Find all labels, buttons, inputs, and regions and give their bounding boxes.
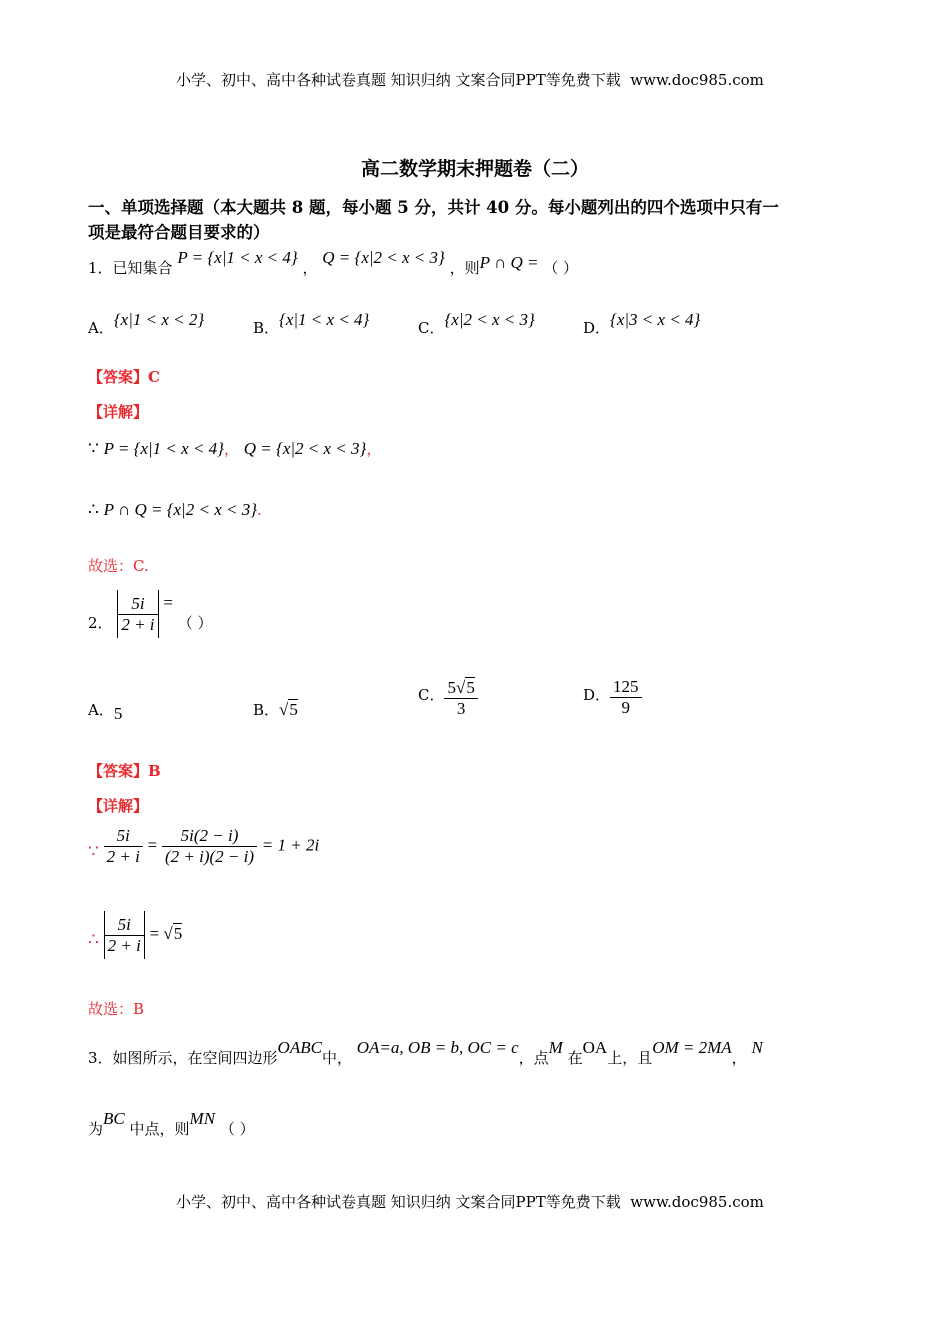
q3-zhong: 中，	[321, 1049, 352, 1067]
q3-cond: OM = 2MA	[652, 1038, 732, 1057]
q2-option-b[interactable]	[253, 699, 298, 720]
q2-detail-frac2: $\frac{5i(2 - i)}{(2 + i)(2 - i)}$	[162, 826, 257, 867]
q3-mn: MN	[189, 1109, 216, 1128]
q1-option-d[interactable]	[583, 310, 701, 338]
q1-detail-label: 【详解】	[88, 403, 149, 421]
q3-zai: 在	[567, 1049, 583, 1067]
q1-conclusion: 故选：C.	[88, 557, 149, 575]
q2-option-d[interactable]	[583, 677, 642, 718]
q2-detail-frac1: $\frac{5i}{2 + i}$	[104, 826, 143, 867]
q1-detail-line1	[88, 438, 381, 459]
q1-comma: ，	[302, 259, 318, 277]
page-header	[176, 69, 764, 90]
q2-detail-eq1: =	[147, 835, 158, 855]
q1-detail-result: P ∩ Q = {x|2 < x < 3}	[103, 500, 258, 519]
q2-detail-line2	[88, 911, 182, 959]
q1-option-a[interactable]	[88, 310, 205, 338]
q1-number: 1．已知集合	[88, 259, 173, 277]
q2-number: 2．	[88, 614, 113, 632]
section-heading-line2: 项是最符合题目要求的）	[88, 223, 270, 242]
q2-detail-result1: = 1 + 2i	[261, 835, 320, 855]
q2-answer-value: B	[148, 762, 161, 780]
q1-detail-p: P = {x|1 < x < 4}	[103, 439, 224, 458]
q1-option-a-value: {x|1 < x < 2}	[113, 310, 205, 329]
q2-detail-frac3: $\frac{5i}{2 + i}$	[105, 915, 144, 956]
header-url[interactable]: www.doc985.com	[630, 71, 764, 89]
q2-equals: =	[163, 593, 173, 612]
q2-option-a[interactable]	[88, 699, 123, 723]
q3-bc: BC	[103, 1109, 125, 1128]
q2-option-c-value: $\frac{5√5}{3}$	[444, 677, 477, 719]
section-heading-line1: 一、单项选择题（本大题共 8 题，每小题 5 分，共计 40 分。每小题列出的四个选项中只有一	[88, 198, 779, 217]
q1-answer-label: 【答案】	[88, 368, 149, 386]
therefore-symbol-2: ∴	[88, 930, 99, 949]
q2-conclusion: 故选：B	[88, 1000, 145, 1018]
q1-option-a-label: A．	[88, 319, 114, 337]
q2-fraction: $\frac{5i}{2 + i}$	[118, 594, 157, 635]
q2-detail-line1	[88, 826, 319, 867]
q3-dian: ，点	[518, 1049, 549, 1067]
q2-option-d-label: D．	[583, 685, 611, 704]
therefore-symbol: ∴	[88, 500, 99, 519]
q2-detail-result2: = √5	[149, 924, 183, 943]
q3-comma: ，	[731, 1049, 747, 1067]
q2-option-c[interactable]	[418, 677, 478, 719]
q3-shang: 上，且	[607, 1049, 653, 1067]
q1-detail-period: .	[257, 501, 262, 519]
q2-option-b-value: √5	[279, 700, 298, 719]
q2-detail-label: 【详解】	[88, 797, 149, 815]
q1-option-c[interactable]	[418, 310, 535, 338]
footer-url[interactable]: www.doc985.com	[630, 1193, 764, 1211]
q1-expr: P ∩ Q =	[479, 253, 539, 272]
q3-wei: 为	[88, 1120, 104, 1138]
q3-oa: OA	[582, 1038, 608, 1057]
q1-option-d-label: D．	[583, 319, 611, 337]
q1-option-b-label: B．	[253, 319, 280, 337]
q3-paren: （ ）	[219, 1120, 255, 1138]
because-symbol: ∵	[88, 439, 99, 458]
q3-number: 3．如图所示，在空间四边形	[88, 1049, 278, 1067]
question-1-stem	[88, 248, 579, 278]
q1-set-p: P = {x|1 < x < 4}	[177, 248, 298, 267]
q3-vectors: OA=a, OB = b, OC = c	[356, 1038, 519, 1057]
q1-option-b[interactable]	[253, 310, 370, 338]
page-footer	[176, 1191, 764, 1212]
exam-title: 高二数学期末押题卷（二）	[360, 158, 589, 180]
question-3-stem-line2	[88, 1108, 255, 1138]
q3-m: M	[548, 1038, 563, 1057]
q3-n: N	[751, 1038, 763, 1057]
q1-then: ，则	[449, 259, 480, 277]
because-symbol-2: ∵	[88, 841, 99, 861]
q1-option-c-label: C．	[418, 319, 445, 337]
q2-paren: （ ）	[177, 614, 213, 632]
abs-bar-right-2	[144, 911, 145, 959]
q1-paren: （ ）	[543, 259, 579, 277]
question-3-stem-line1	[88, 1037, 763, 1067]
q1-option-c-value: {x|2 < x < 3}	[444, 310, 535, 329]
q2-option-d-value: $\frac{125}{9}$	[610, 677, 642, 718]
q2-option-c-label: C．	[418, 686, 445, 704]
header-text: 小学、初中、高中各种试卷真题 知识归纳 文案合同PPT等免费下载	[176, 71, 621, 89]
q1-option-b-value: {x|1 < x < 4}	[279, 310, 370, 329]
q1-set-q: Q = {x|2 < x < 3}	[322, 248, 445, 267]
q3-oabc: OABC	[277, 1038, 322, 1057]
q1-option-d-value: {x|3 < x < 4}	[610, 310, 701, 329]
q3-mid: 中点，则	[129, 1120, 190, 1138]
q1-detail-comma2: ，	[366, 440, 382, 458]
footer-text: 小学、初中、高中各种试卷真题 知识归纳 文案合同PPT等免费下载	[176, 1193, 621, 1211]
q1-answer-value: C	[148, 368, 160, 386]
q2-answer-label: 【答案】	[88, 762, 149, 780]
q1-detail-q: Q = {x|2 < x < 3}	[243, 439, 367, 458]
q1-detail-line2	[88, 500, 262, 520]
q2-option-a-value: 5	[113, 704, 123, 723]
q2-option-b-label: B．	[253, 701, 280, 719]
q1-detail-comma: ，	[223, 440, 239, 458]
q2-answer	[88, 760, 161, 781]
q2-option-a-label: A．	[88, 701, 114, 719]
question-2-stem	[88, 590, 212, 638]
q1-answer	[88, 366, 160, 387]
abs-bar-right	[158, 590, 159, 638]
